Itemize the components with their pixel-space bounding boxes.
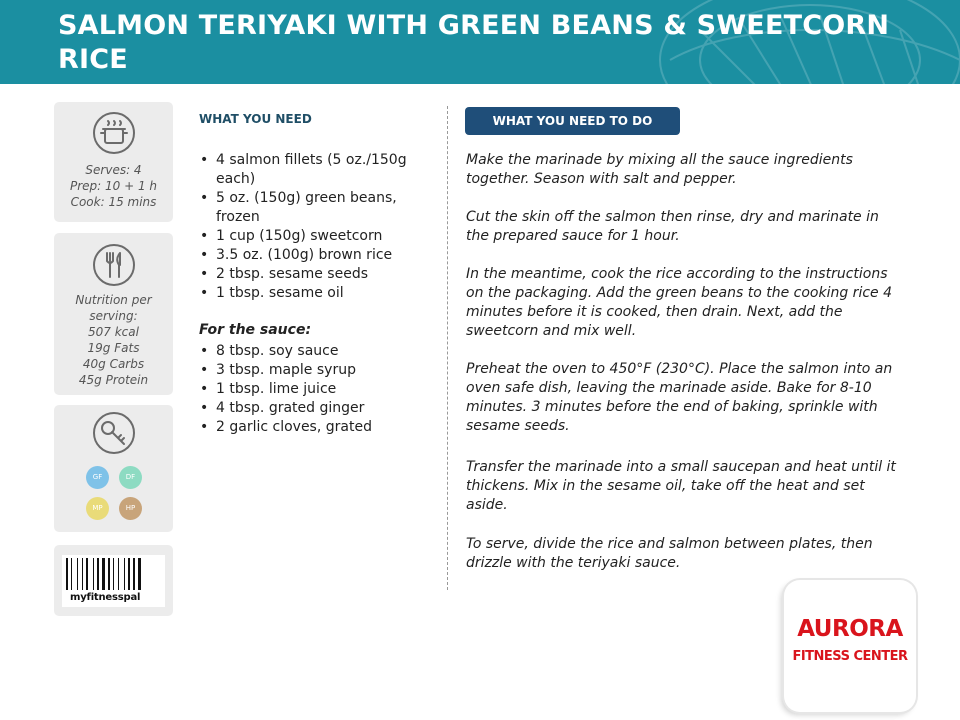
what-you-need-to-do-button[interactable]: WHAT YOU NEED TO DO [465, 107, 680, 135]
method-step: Transfer the marinade into a small saucepan and heat until it thickens. Mix in the sesame oil, take off the heat and set aside. [466, 459, 896, 513]
method-step: Make the marinade by mixing all the sauce ingredients together. Season with salt and pepper. [466, 152, 853, 187]
timing-card [54, 102, 173, 222]
sauce-ingredients-list [199, 342, 431, 437]
sauce-heading: For the sauce: [199, 322, 312, 338]
header-banner [0, 0, 960, 84]
key-icon [93, 412, 135, 454]
logo-line-2: FITNESS CENTER [792, 649, 908, 664]
logo-line-1: AURORA [797, 616, 903, 642]
ingredient-item: • 3.5 oz. (100g) brown rice [199, 246, 431, 265]
fats-value: 19g Fats [87, 341, 140, 355]
ingredient-item: • 1 tbsp. sesame oil [199, 284, 431, 303]
column-divider [447, 106, 448, 590]
barcode-card [54, 545, 173, 616]
method-step: Cut the skin off the salmon then rinse, dry and marinate in the prepared sauce for 1 hour. [466, 209, 879, 244]
badge-df: DF [119, 466, 142, 489]
prep-text: Prep: 10 + 1 h [69, 179, 158, 193]
diet-card [54, 405, 173, 532]
carbs-value: 40g Carbs [82, 357, 145, 371]
fork-knife-icon [93, 244, 135, 286]
protein-value: 45g Protein [78, 373, 149, 387]
badge-gf: GF [86, 466, 109, 489]
ingredient-item: • 5 oz. (150g) green beans, frozen [199, 189, 431, 227]
ingredient-item: • 4 salmon fillets (5 oz./150g each) [199, 151, 431, 189]
ingredient-item: • 2 tbsp. sesame seeds [199, 265, 431, 284]
sauce-item: • 8 tbsp. soy sauce [199, 342, 431, 361]
barcode[interactable] [62, 555, 165, 607]
badge-hp: HP [119, 497, 142, 520]
method-step: In the meantime, cook the rice according to the instructions on the packaging. Add the green beans to the cooking rice 4 minutes before it is cooked, then drain. Next, add the sweetcorn and mix well. [466, 266, 892, 339]
sauce-item: • 1 tbsp. lime juice [199, 380, 431, 399]
serves-text: Serves: 4 [85, 163, 142, 177]
method-step: To serve, divide the rice and salmon between plates, then drizzle with the teriyaki sauce. [466, 536, 873, 571]
ingredients-list [199, 151, 431, 303]
badge-mp: MP [86, 497, 109, 520]
kcal-value: 507 kcal [88, 325, 139, 339]
aurora-fitness-logo [784, 580, 916, 712]
timing-text [54, 162, 173, 210]
sauce-item: • 2 garlic cloves, grated [199, 418, 431, 437]
sauce-item: • 3 tbsp. maple syrup [199, 361, 431, 380]
method-step: Preheat the oven to 450°F (230°C). Place the salmon into an oven safe dish, leaving the marinade aside. Bake for 8-10 minutes. 3 minutes before the end of baking, sprinkle with sesame seeds. [466, 361, 893, 434]
cooking-pot-icon [93, 112, 135, 154]
nutrition-label-line1: Nutrition per [75, 293, 152, 307]
recipe-title: SALMON TERIYAKI WITH GREEN BEANS & SWEETCORN RICE [58, 10, 890, 75]
ingredient-item: • 1 cup (150g) sweetcorn [199, 227, 431, 246]
what-you-need-heading: WHAT YOU NEED [199, 112, 312, 126]
cook-text: Cook: 15 mins [70, 195, 157, 209]
myfitnesspal-label: myfitnesspal [70, 592, 141, 603]
nutrition-label-line2: serving: [89, 309, 138, 323]
nutrition-text [54, 292, 173, 388]
sauce-item: • 4 tbsp. grated ginger [199, 399, 431, 418]
nutrition-card [54, 233, 173, 395]
